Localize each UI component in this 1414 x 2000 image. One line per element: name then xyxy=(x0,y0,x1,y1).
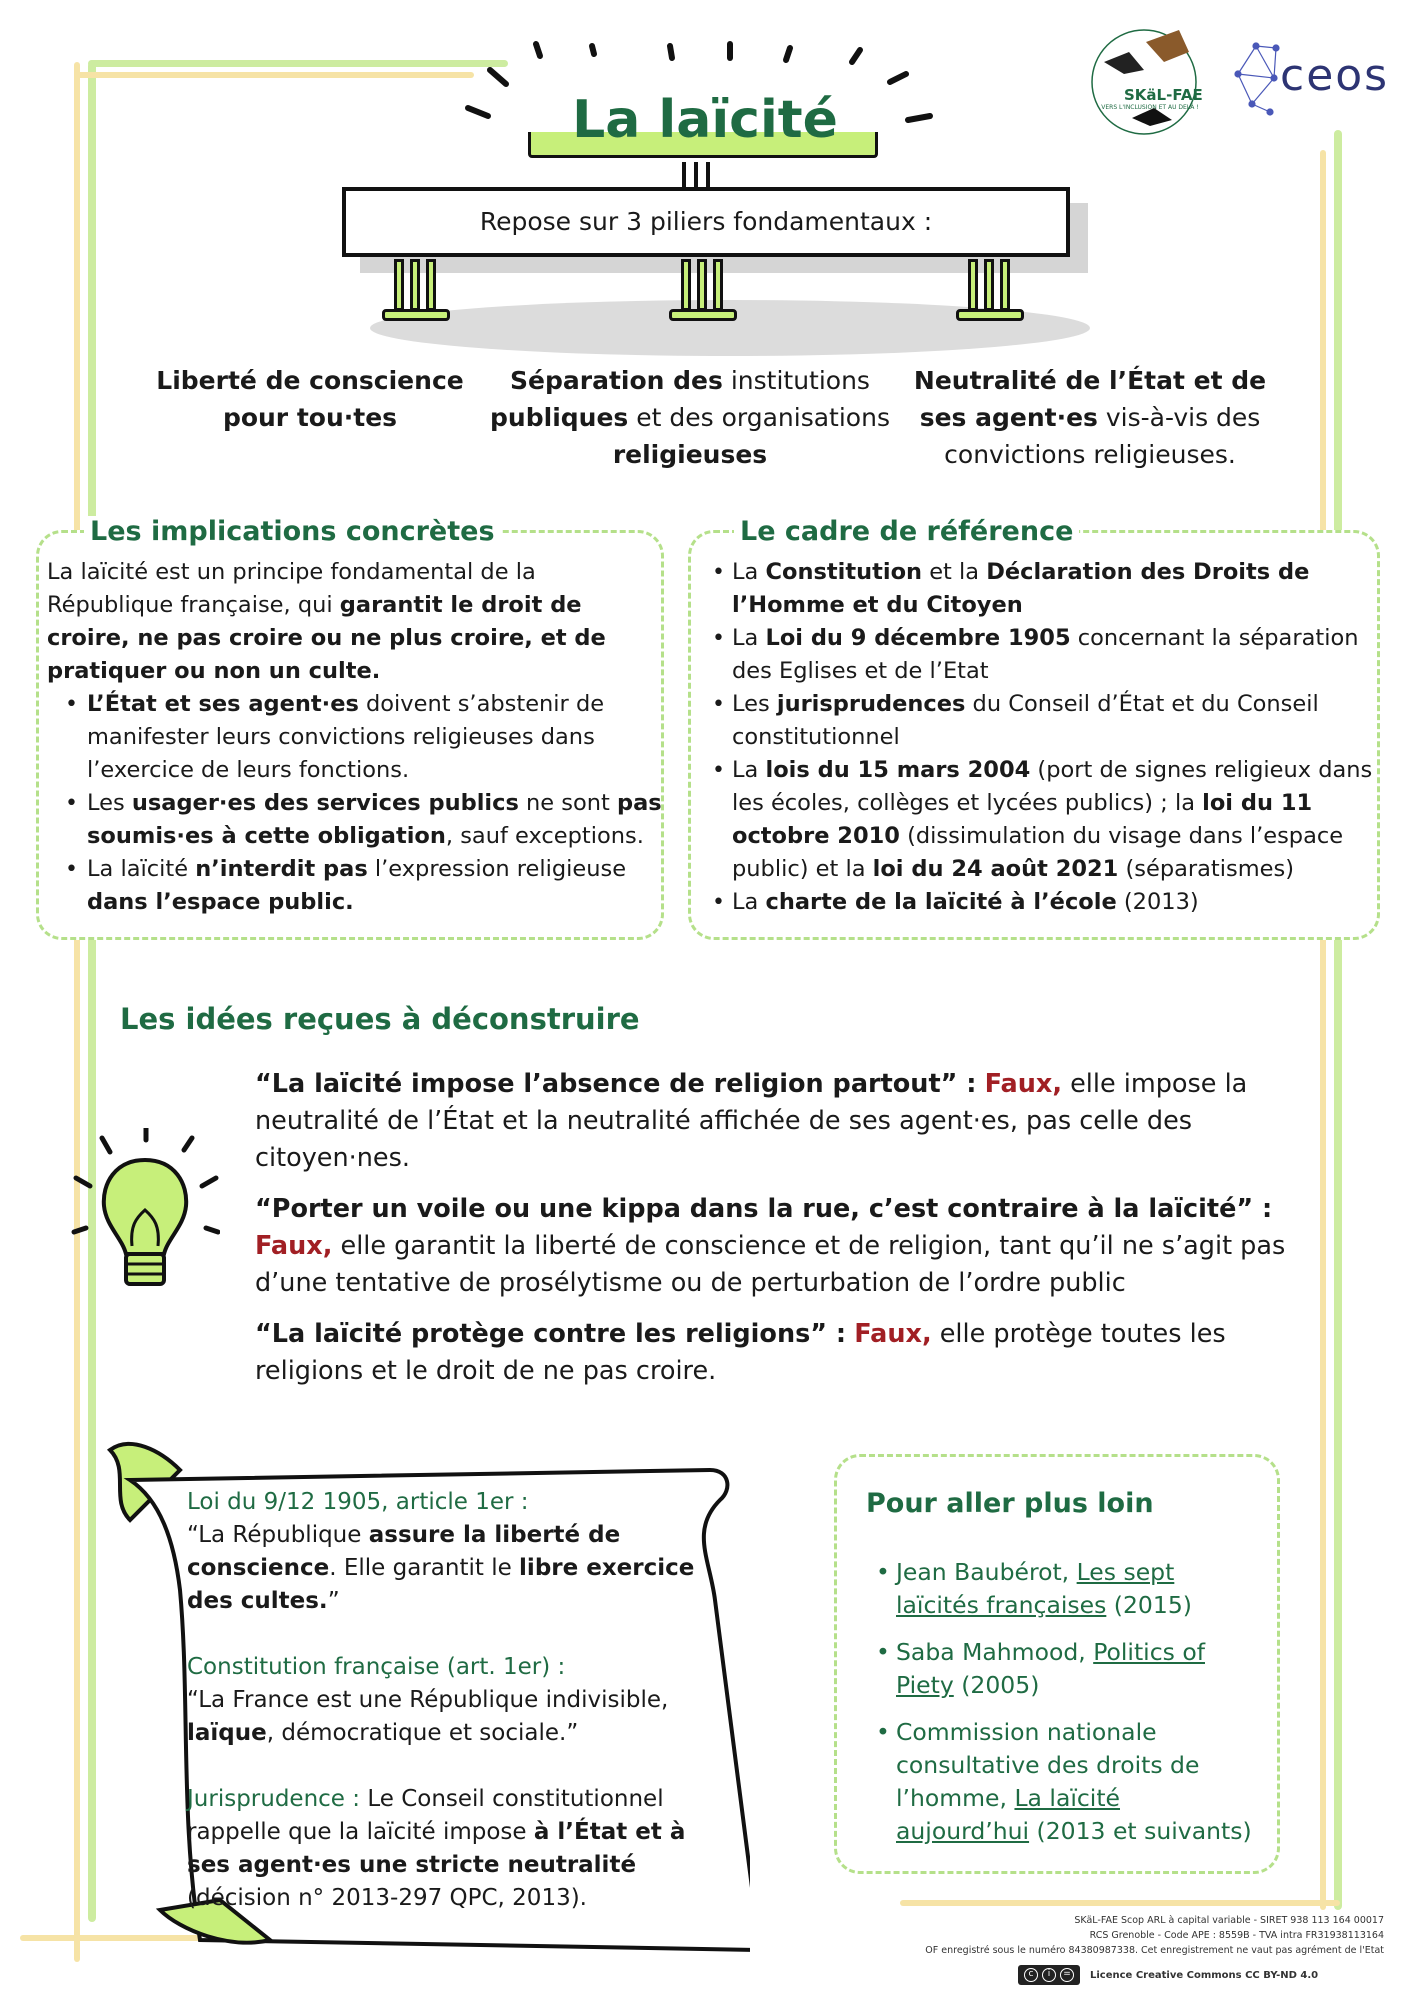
implications-heading: Les implications concrètes xyxy=(84,516,501,547)
frame-top-yellow xyxy=(74,72,474,78)
pillar-left-icon xyxy=(388,259,444,321)
list-item: • La lois du 15 mars 2004 (port de signes religieux dans les écoles, collèges et lycées publics) ; la loi du 11 octobre 2010 (dissimulation du visage dans l’espace public) et la loi du 24 août 2021 (séparatismes) xyxy=(708,754,1380,886)
lightbulb-icon xyxy=(70,1128,220,1308)
frame-bottom-yellow xyxy=(900,1900,1340,1906)
list-item: “La laïcité protège contre les religions” : Faux, elle protège toutes les religions et le droit de ne pas croire. xyxy=(255,1319,1226,1386)
pillar-center-icon xyxy=(675,259,731,321)
pillar-right-icon xyxy=(962,259,1018,321)
ideas-list xyxy=(255,1066,1305,1404)
cadre-heading: Le cadre de référence xyxy=(734,516,1079,547)
list-item: • La Constitution et la Déclaration des Droits de l’Homme et du Citoyen xyxy=(708,556,1380,622)
license-text: Licence Creative Commons CC BY-ND 4.0 xyxy=(1090,1969,1319,1981)
cadre-content xyxy=(708,556,1380,919)
report-link-la-laicite-aujourdhui[interactable]: La laïcité aujourd’hui xyxy=(896,1784,1120,1845)
creative-commons-icon: c i = xyxy=(1018,1965,1080,1985)
skal-fae-logo-tagline: VERS L'INCLUSION ET AU DELÀ ! xyxy=(1101,104,1199,111)
list-item: • Jean Baubérot, Les sept laïcités françaises (2015) xyxy=(876,1556,1256,1622)
scroll-constitution: Constitution française (art. 1er) : “La France est une République indivisible, laïque, démocratique et sociale.” xyxy=(187,1654,669,1746)
list-item: • Les usager·es des services publics ne sont pas soumis·es à cette obligation, sauf exceptions. xyxy=(47,787,662,853)
legal-notice: SKäL-FAE Scop ARL à capital variable - SIRET 938 113 164 00017 RCS Grenoble - Code APE : 8559B - TVA intra FR31938113164 OF enregistré sous le numéro 84380987338. Cet enregistrement ne vaut pas agrément de l'Etat xyxy=(925,1915,1384,1956)
license-row xyxy=(1018,1964,1318,1986)
list-item: • La laïcité n’interdit pas l’expression religieuse dans l’espace public. xyxy=(47,853,662,919)
page-title: La laïcité xyxy=(572,90,838,150)
list-item: • La charte de la laïcité à l’école (2013) xyxy=(708,886,1380,919)
pillar-1-text: Liberté de conscience pour tou·tes xyxy=(156,366,464,432)
pillar-2-text: Séparation des institutions publiques et des organisations religieuses xyxy=(490,366,890,469)
list-item: • Commission nationale consultative des droits de l’homme, La laïcité aujourd’hui (2013 et suivants) xyxy=(876,1716,1256,1848)
pillar-3-text: Neutralité de l’État et de ses agent·es vis-à-vis des convictions religieuses. xyxy=(913,366,1267,469)
frame-right-yellow xyxy=(1320,150,1326,1910)
book-link-politics-of-piety[interactable]: Politics of Piety xyxy=(896,1638,1205,1699)
skal-fae-logo-icon xyxy=(1084,22,1204,148)
pillars-banner: Repose sur 3 piliers fondamentaux : xyxy=(342,187,1070,257)
frame-top-green xyxy=(88,60,508,67)
book-link-les-sept-laicites[interactable]: Les sept laïcités françaises xyxy=(896,1558,1175,1619)
further-heading: Pour aller plus loin xyxy=(866,1488,1154,1519)
further-list xyxy=(876,1556,1256,1862)
list-item: “La laïcité impose l’absence de religion partout” : Faux, elle impose la neutralité de l’État et la neutralité affichée de ses agent·es, pas celle des citoyen·nes. xyxy=(255,1069,1248,1173)
implications-content xyxy=(47,556,662,919)
list-item: • La Loi du 9 décembre 1905 concernant la séparation des Eglises et de l’Etat xyxy=(708,622,1380,688)
list-item: “Porter un voile ou une kippa dans la rue, c’est contraire à la laïcité” : Faux, elle garantit la liberté de conscience et de religion, tant qu’il ne s’agit pas d’une tentative de prosélytisme ou de perturbation de l’ordre public xyxy=(255,1194,1286,1298)
ideas-heading: Les idées reçues à déconstruire xyxy=(120,1002,640,1036)
scroll-loi-1905: Loi du 9/12 1905, article 1er : “La République assure la liberté de conscience. Elle garantit le libre exercice des cultes.” xyxy=(187,1489,695,1614)
list-item: • L’État et ses agent·es doivent s’abstenir de manifester leurs convictions religieuses dans l’exercice de leurs fonctions. xyxy=(47,688,662,787)
implications-intro: La laïcité est un principe fondamental de la République française, qui garantit le droit de croire, ne pas croire ou ne plus croire, et de pratiquer ou non un culte. xyxy=(47,559,606,684)
list-item: • Les jurisprudences du Conseil d’État et du Conseil constitutionnel xyxy=(708,688,1380,754)
scroll-jurisprudence: Jurisprudence : Le Conseil constitutionnel rappelle que la laïcité impose à l’État et à ses agent·es une stricte neutralité (décision n° 2013-297 QPC, 2013). xyxy=(187,1786,686,1911)
pillar-connector-icon xyxy=(676,160,716,190)
frame-right-green xyxy=(1334,130,1342,1910)
scroll-content xyxy=(187,1486,707,1948)
skal-fae-logo-name: SKäL-FAE xyxy=(1124,86,1203,104)
list-item: • Saba Mahmood, Politics of Piety (2005) xyxy=(876,1636,1256,1702)
ceos-logo-name: ceos xyxy=(1280,50,1390,101)
